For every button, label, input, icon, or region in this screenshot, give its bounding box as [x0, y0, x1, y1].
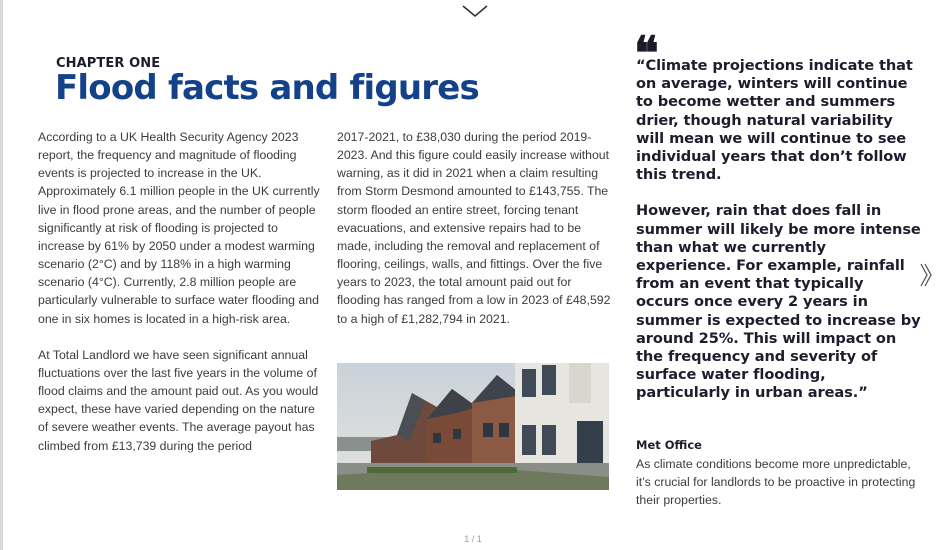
chapter-label: CHAPTER ONE [56, 56, 161, 71]
body-paragraph: 2017-2021, to £38,030 during the period 2019-2023. And this figure could easily increase without warning, as it did in 2021 when a claim resulting from Storm Desmond amounted to £143,755. The storm flooded an entire street, forcing tenant evacuations, and extensive repairs had to be made, including the removal and replacement of flooring, ceilings, walls, and fittings. Over the five years to 2023, the total amount paid out for flooding has ranged from a low in 2023 of £48,592 to a high of £1,282,794 in 2021. [337, 130, 611, 326]
body-column-1 [38, 128, 320, 455]
quote-note: As climate conditions become more unpredictable, it’s crucial for landlords to be proactive in protecting their properties. [636, 457, 916, 508]
viewer-left-edge [0, 0, 3, 550]
page-indicator: 1 / 1 [464, 534, 482, 544]
quote-paragraph: “Climate projections indicate that on average, winters will continue to become wetter and summers drier, though natural variability will mean we will continue to see individual years that don’t follow this trend. [636, 57, 913, 184]
pull-quote [636, 57, 921, 403]
body-paragraph: According to a UK Health Security Agency 2023 report, the frequency and magnitude of flooding events is projected to increase in the UK. Approximately 6.1 million people in the UK currently live in flood prone areas, and the number of people significantly at risk of flooding is projected to increase by 61% by 2050 under a modest warming scenario (2°C) and by 118% in a high warming scenario (4°C). Currently, 2.8 million people are particularly vulnerable to surface water flooding and one in six homes is located in a high-risk area. [38, 130, 320, 326]
body-column-2 [337, 128, 613, 328]
chevron-down-icon[interactable] [461, 3, 489, 19]
street-houses-photo [337, 363, 609, 490]
quote-attribution: Met Office [636, 438, 702, 452]
page-title: Flood facts and figures [55, 68, 479, 108]
quote-paragraph: However, rain that does fall in summer will likely be more intense than what we currently experience. For example, rainfall from an event that typically occurs once every 2 years in summer is expected to increase by around 25%. This will impact on the frequency and severity of surface water flooding, particularly in urban areas.” [636, 202, 921, 402]
body-paragraph: At Total Landlord we have seen significant annual fluctuations over the last five years in the volume of flood claims and the amount paid out. As you would expect, these have varied depending on the nature of severe weather events. The average payout has climbed from £13,739 during the period [38, 347, 319, 453]
quote-mark-icon: ❝ [634, 26, 659, 80]
double-chevron-right-icon[interactable] [919, 262, 933, 288]
